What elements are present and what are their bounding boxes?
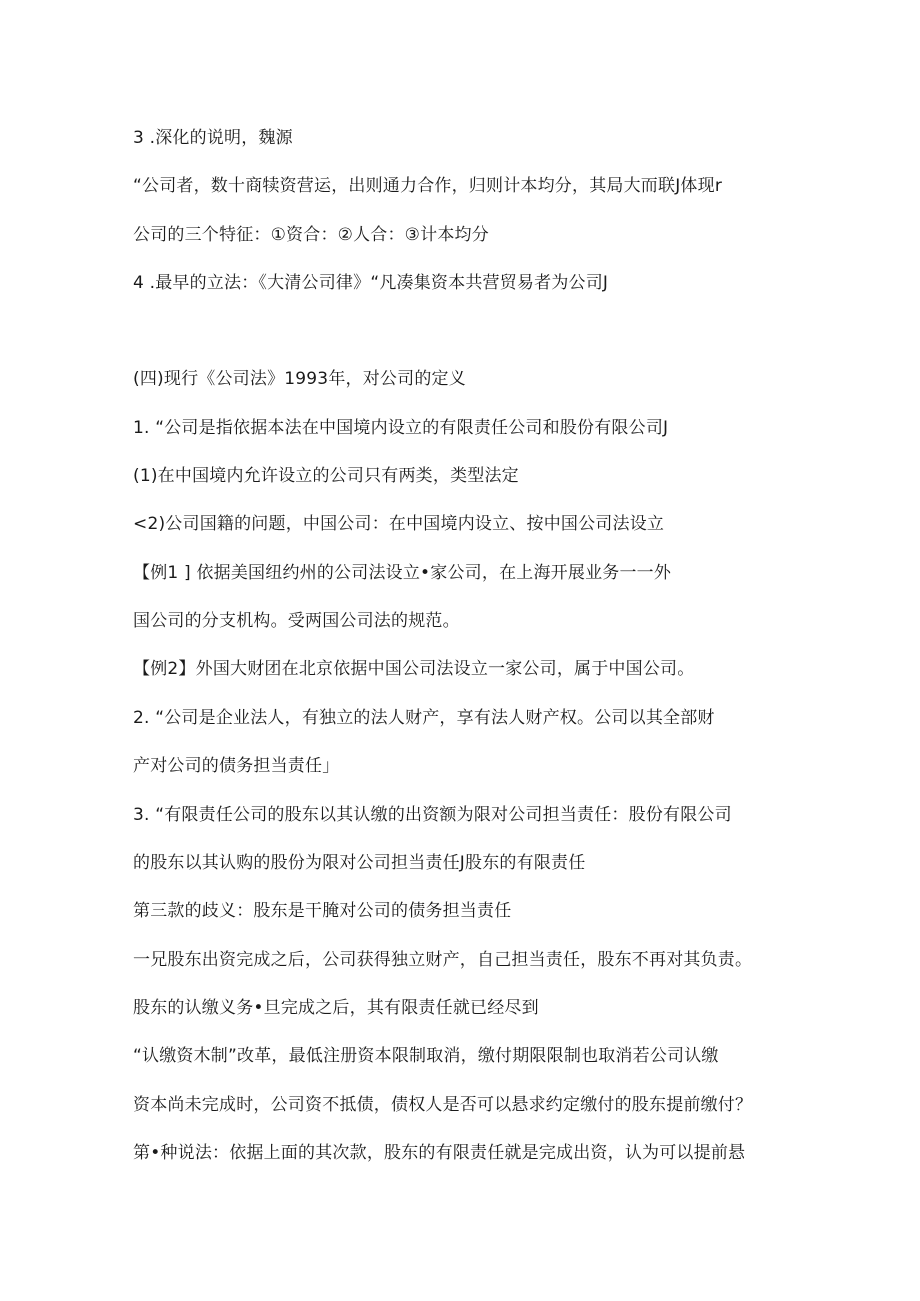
text-line: 【例1 ] 依据美国纽约州的公司法设立•家公司，在上海开展业务一一外 bbox=[133, 563, 672, 583]
text-line: “认缴资木制”改革，最低注册资本限制取消，缴付期限限制也取消若公司认缴 bbox=[133, 1046, 719, 1066]
text-line: 第三款的歧义：股东是干腌对公司的债务担当责任 bbox=[133, 901, 512, 921]
text-line: (1)在中国境内允许设立的公司只有两类，类型法定 bbox=[133, 466, 519, 486]
text-line: 1. “公司是指依据本法在中国境内设立的有限责任公司和股份有限公司J bbox=[133, 418, 669, 438]
text-line: 的股东以其认购的股份为限对公司担当责任J股东的有限责任 bbox=[133, 853, 586, 873]
text-line: 产对公司的债务担当责任」 bbox=[133, 756, 340, 776]
text-line: 3 .深化的说明，魏源 bbox=[133, 128, 293, 148]
text-line: 2. “公司是企业法人，有独立的法人财产，享有法人财产权。公司以其全部财 bbox=[133, 708, 715, 728]
text-line: 一兄股东出资完成之后，公司获得独立财产，自己担当责任，股东不再对其负责。 bbox=[133, 950, 753, 970]
section-heading: (四)现行《公司法》1993年，对公司的定义 bbox=[133, 369, 466, 389]
text-line: <2)公司国籍的问题，中国公司：在中国境内设立、按中国公司法设立 bbox=[133, 514, 665, 534]
text-line: 股东的认缴义务•旦完成之后，其有限责任就已经尽到 bbox=[133, 998, 539, 1018]
text-line: 3. “有限责任公司的股东以其认缴的出资额为限对公司担当责任：股份有限公司 bbox=[133, 805, 732, 825]
text-line: 4 .最早的立法：《大清公司律》“凡凑集资本共营贸易者为公司J bbox=[133, 273, 609, 293]
text-line: 公司的三个特征：①资合：②人合：③计本均分 bbox=[133, 225, 489, 245]
text-line: 国公司的分支机构。受两国公司法的规范。 bbox=[133, 611, 460, 631]
text-line: 资本尚未完成时，公司资不抵债，债权人是否可以悬求约定缴付的股东提前缴付？ bbox=[133, 1095, 753, 1115]
text-line: 【例2】外国大财团在北京依据中国公司法设立一家公司，属于中国公司。 bbox=[133, 659, 695, 679]
text-line: 第•种说法：依据上面的其次款，股东的有限责任就是完成出资，认为可以提前悬 bbox=[133, 1143, 746, 1163]
text-line: “公司者，数十商犊资营运，出则通力合作，归则计本均分，其局大而联J体现r bbox=[133, 176, 723, 196]
